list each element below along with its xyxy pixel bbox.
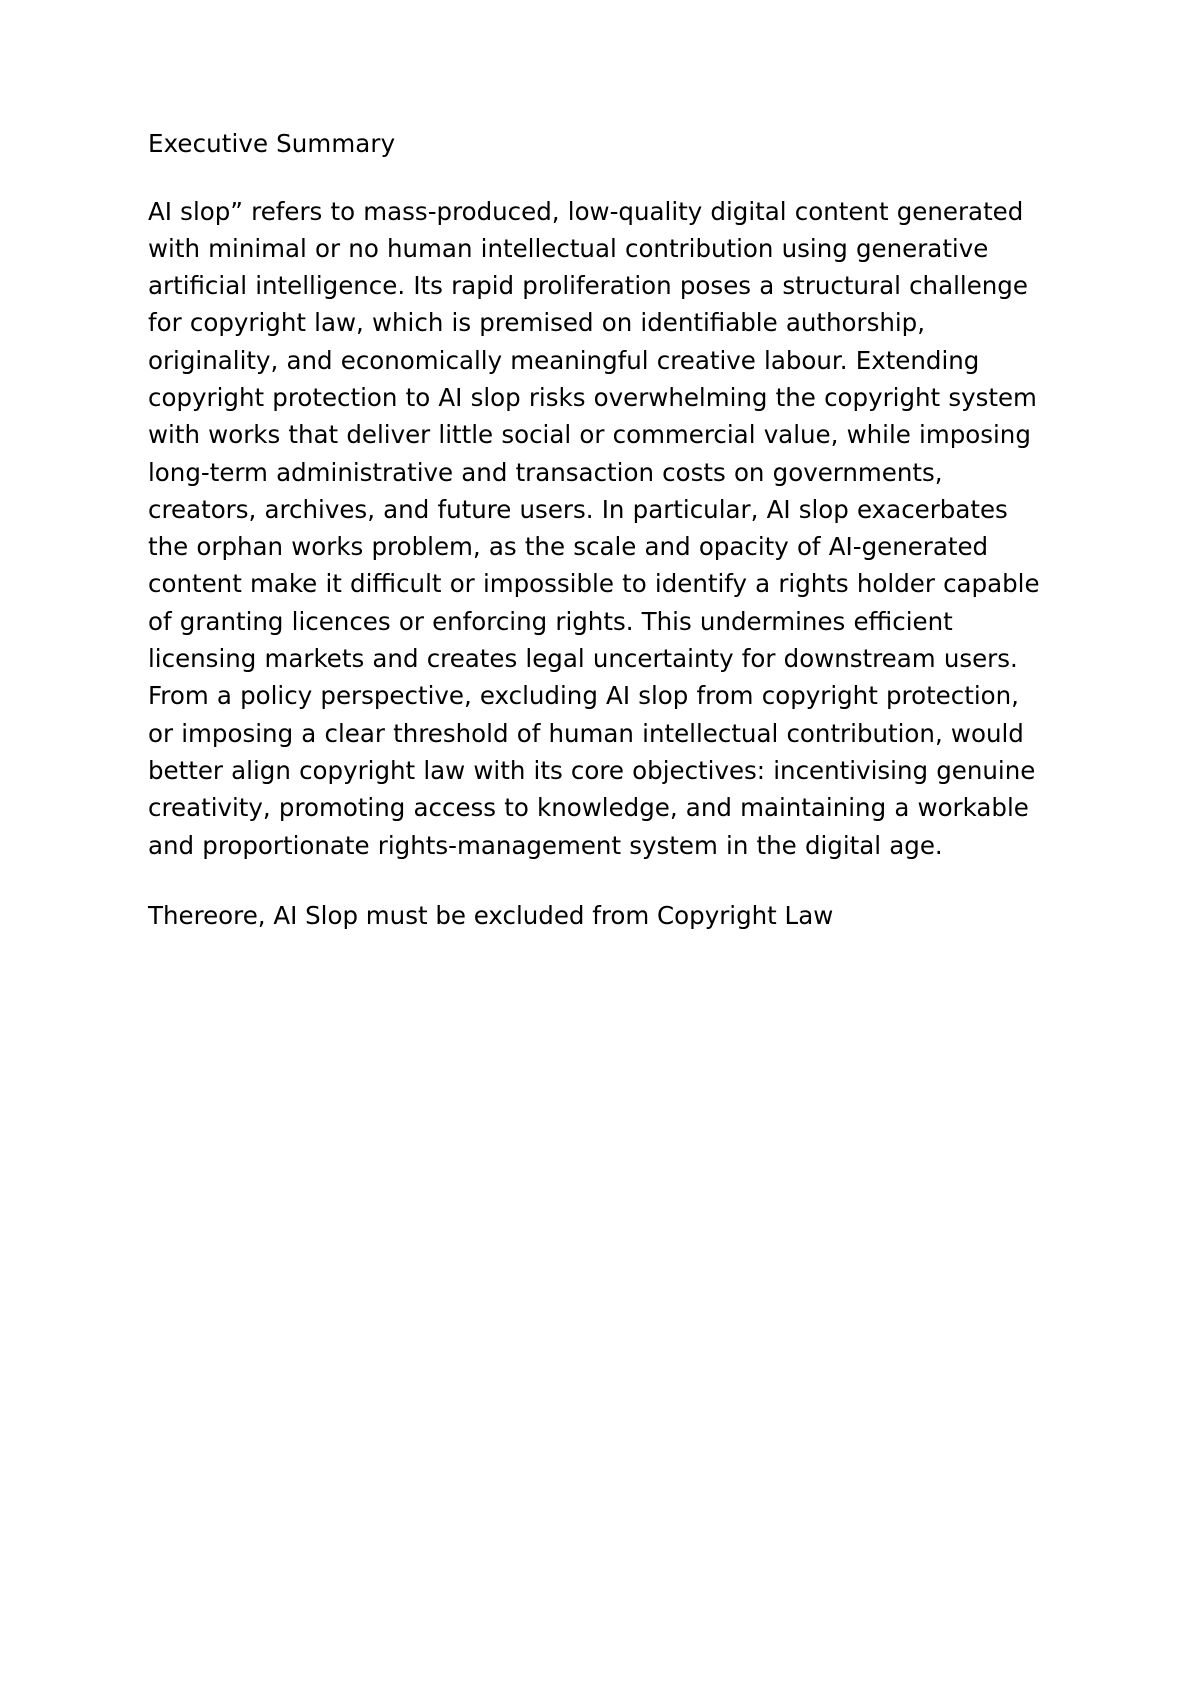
summary-paragraph: AI slop” refers to mass-produced, low-quality digital content generated with minimal or no human intellectual contribution using generative artificial intelligence. Its rapid proliferation poses a structural challenge for copyright law, which is premised on identifiable authorship, originality, and economically meaningful creative labour. Extending copyright protection to AI slop risks overwhelming the copyright system with works that deliver little social or commercial value, while imposing long-term administrative and transaction costs on governments, creators, archives, and future users. In particular, AI slop exacerbates the orphan works problem, as the scale and opacity of AI-generated content make it difficult or impossible to identify a rights holder capable of granting licences or enforcing rights. This undermines efficient licensing markets and creates legal uncertainty for downstream users. From a policy perspective, excluding AI slop from copyright protection, or imposing a clear threshold of human intellectual contribution, would better align copyright law with its core objectives: incentivising genuine creativity, promoting access to knowledge, and maintaining a workable and proportionate rights-management system in the digital age. <box>148 196 1040 860</box>
document-body <box>148 129 1048 934</box>
page-title: Executive Summary <box>148 129 396 158</box>
conclusion-paragraph: Thereore, AI Slop must be excluded from Copyright Law <box>148 900 834 930</box>
